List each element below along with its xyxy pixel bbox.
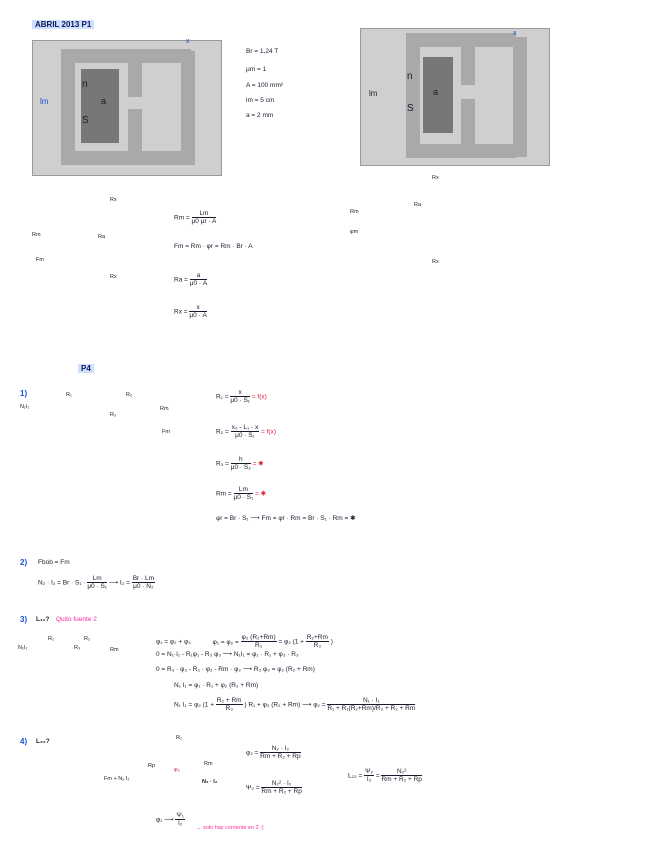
param-mu: μm = 1 (246, 66, 267, 73)
eq1-fm: Fm = Rm · φr = Rm · Br · A (174, 243, 253, 250)
q2-line2 (38, 575, 155, 591)
param-area: A = 100 mm² (246, 82, 284, 89)
q3-l2: 0 = N₁·I₁ - R₁φ₁ - R₃ φ₃ ⟶ N₁I₁ = φ₁ · R₁ + φ₃ · R₃ (156, 651, 299, 658)
q3-l1n: φ₂ (R₂+Rm) (241, 634, 276, 641)
q1-eq-rm-num: Lm (234, 486, 254, 494)
q3-l1b: φ₁ = φ₂ = (212, 638, 239, 646)
q3-l3: 0 = R₃ · φ₃ - R₂ · φ₂ - Rm · φ₂ ⟶ R₃ φ₃ = φ₂ (R₂ + Rm) (156, 666, 315, 673)
eq1-rm-lhs: Rm = (174, 214, 190, 222)
q4-e3-num: Ψ₂ (365, 768, 374, 775)
q4-e1-num: N₂ · I₂ (260, 745, 300, 753)
x-label: x (186, 38, 190, 45)
eq1-rx (174, 304, 207, 320)
q1-eq-r3-lhs: R₃ = (216, 460, 229, 468)
q1-eq-r3-num: h (231, 456, 251, 464)
magnet-photo-right (360, 28, 550, 166)
q4-number: 4) (20, 737, 28, 746)
section-p4-title: P4 (78, 364, 94, 373)
eq1-ra-den: μ0 · A (189, 280, 208, 288)
q3-l4: N₁ I₁ = φ₁ · R₁ + φ₂ (R₂ + Rm) (174, 682, 259, 689)
q4-e3-eq: = (375, 772, 380, 780)
q3-l1c: = φ₂ (1 + (278, 638, 304, 646)
param-a: a = 2 mm (246, 112, 274, 119)
param-lm: lm = 5 cm (246, 97, 275, 104)
eq1-ra (174, 272, 207, 288)
c1-fm: Fm (36, 257, 44, 263)
q4-e2 (246, 780, 302, 796)
c1r-phim: φm (350, 229, 359, 235)
eq1-ra-num: a (190, 272, 207, 280)
q4-note: → solo hay corriente en 2 :) (196, 825, 264, 831)
eq1-rx-num: x (189, 304, 206, 312)
magnet-photo-left (32, 40, 222, 176)
q3-l5rd: R₁ + R₁(R₂+Rm)/R₃ + R₂ + Rm (327, 705, 416, 713)
q4-e2-den: Rm + R₂ + Rp (261, 788, 302, 796)
q3-l5 (174, 697, 415, 713)
q2-lhs: N₂ · I₂ = Br · S₁ · (38, 579, 86, 587)
q1-eq-r2-lhs: R₂ = (216, 428, 229, 436)
page-title: ABRIL 2013 P1 (32, 20, 94, 29)
q3-l1 (156, 634, 333, 650)
q3-src: N₁I₁ (18, 645, 28, 651)
c1-ra: Ra (98, 234, 106, 240)
q4-e4-num: Ψ₁ (176, 812, 184, 819)
q1-number: 1) (20, 389, 28, 398)
q2-line1: Fbob = Fm (38, 559, 70, 566)
lm-label: lm (40, 97, 49, 106)
q3-l5n: R₂ + Rm (216, 697, 242, 704)
q1-eq-r2-den: μ0 · S₁ (235, 432, 255, 440)
eq1-rx-lhs: Rx = (174, 308, 188, 316)
q1-r1: R₁ (66, 392, 72, 398)
q3-r2: R₂ (84, 636, 91, 642)
q1-r3: R₃ (110, 412, 117, 418)
q1-eq-rm-lhs: Rm = (216, 490, 232, 498)
q4-e1 (246, 745, 301, 761)
eq1-rm-num: Lm (192, 210, 217, 218)
q4-e4 (156, 812, 185, 828)
q3-l5a: N₁ I₁ = φ₂ (1 + (174, 701, 215, 709)
q1-eq-r2-rhs: = f(x) (261, 428, 277, 436)
c1-rm: Rm (32, 232, 41, 238)
q4-e4-lhs: φ₁ ⟶ (156, 816, 174, 824)
q1-eq-rm-rhs: = ✱ (255, 490, 267, 498)
q1-r2: R₂ (126, 392, 133, 398)
q3-l5d: R₃ (225, 705, 233, 713)
q4-phi2: φ₂ (174, 767, 180, 773)
eq1-rm (174, 210, 216, 226)
q3-l1e: ) (330, 638, 333, 646)
c1r-rx-bottom: Rx (432, 259, 439, 265)
q4-e4-den: I₂ (178, 820, 183, 828)
c1-rx-bottom: Rx (110, 274, 117, 280)
q4-e2-lhs: Ψ₂ = (246, 784, 260, 792)
q4-e1-den: Rm + R₂ + Rp (260, 753, 301, 761)
q3-l5rn: N₁ · I₁ (327, 697, 415, 705)
q3-title: L₁₁? (36, 616, 50, 623)
q3-l1a: φ₁ = φ₂ + φ₃ (156, 638, 191, 646)
c1r-rm: Rm (350, 209, 359, 215)
q3-rm: Rm (110, 647, 119, 653)
q1-eq-r1-num: x (230, 389, 250, 397)
q3-l1d: R₃ (254, 642, 263, 650)
q4-e1-lhs: φ₂ = (246, 749, 259, 757)
q4-rm: Rm (204, 761, 213, 767)
q4-c1-src: Fm + N₂ I₂ (104, 776, 130, 782)
q1-eq-r1-lhs: R₁ = (216, 393, 229, 401)
gap-a-label-2: a (433, 87, 439, 97)
q1-eq-r1 (216, 389, 267, 405)
pole-s-label: S (82, 115, 89, 126)
c1-rx-top: Rx (110, 197, 117, 203)
gap-a-label: a (101, 96, 107, 106)
pole-n-label-2: n (407, 71, 413, 82)
q4-e3-rnum: N₂² (381, 768, 421, 776)
lm-label-2: lm (369, 89, 378, 98)
q3-number: 3) (20, 615, 28, 624)
q1-eq-rm (216, 486, 266, 502)
q1-eq-r2-num: x₀ - L₁ - x (231, 424, 259, 431)
q2-i2-num: Br · Lm (132, 575, 154, 582)
q2-den: μ0 · S₁ (87, 583, 107, 591)
eq1-ra-lhs: Ra = (174, 276, 188, 284)
q1-fm: Fm (162, 429, 170, 435)
q4-e3-den: I₂ (366, 776, 372, 784)
q1-eq-rm-den: μ0 · S₁ (233, 494, 254, 502)
q3-l1cn: R₂+Rm (306, 634, 328, 641)
q1-rm: Rm (160, 406, 169, 412)
q4-e3-rden: Rm + R₂ + Rp (381, 776, 422, 784)
q2-lm: Lm (87, 575, 107, 583)
q1-source: N₁I₁ (20, 404, 30, 410)
q3-r3: R₃ (74, 645, 81, 651)
q1-eq-r3-rhs: = ✱ (252, 460, 264, 468)
x-label-2: x (513, 30, 517, 37)
param-br: Br = 1,24 T (246, 48, 279, 55)
q1-eq-r1-den: μ0 · S₁ (230, 397, 250, 405)
pole-n-label: n (82, 79, 88, 90)
q4-e3 (348, 768, 422, 784)
q3-note: Quito fuente 2 (56, 616, 97, 623)
q3-l1cd: R₃ (313, 642, 321, 650)
eq1-rx-den: μ0 · A (189, 312, 207, 320)
c1r-rx-top: Rx (432, 175, 439, 181)
q4-e3-lhs: L₂₂ = (348, 772, 363, 780)
q2-number: 2) (20, 558, 28, 567)
q3-r1: R₁ (48, 636, 54, 642)
q4-n2: N₂ · I₂ (202, 779, 218, 785)
q1-eq-fm: φr = Br · S₁ ⟶ Fm = φr · Rm = Br · S₁ · Rm = ✱ (216, 515, 356, 522)
q2-arrow: ⟶ I₂ = (108, 579, 130, 587)
q1-eq-r2 (216, 424, 276, 440)
q3-l5b: ) R₁ + φ₂ (R₂ + Rm) ⟶ φ₂ = (244, 701, 326, 709)
q1-eq-r3 (216, 456, 264, 472)
c1r-ra: Ra (414, 202, 422, 208)
pole-s-label-2: S (407, 103, 414, 114)
q4-e2-num: N₂² · I₂ (261, 780, 301, 788)
eq1-rm-den: μ0 μr · A (191, 218, 217, 226)
q1-eq-r3-den: μ0 · S₂ (230, 464, 251, 472)
q4-title: L₂₂? (36, 738, 50, 745)
q4-r1: R₁ (176, 735, 182, 741)
q2-i2-den: μ0 · N₂ (133, 583, 154, 591)
q4-rp: Rp (148, 763, 156, 769)
q1-eq-r1-rhs: = f(x) (251, 393, 267, 401)
